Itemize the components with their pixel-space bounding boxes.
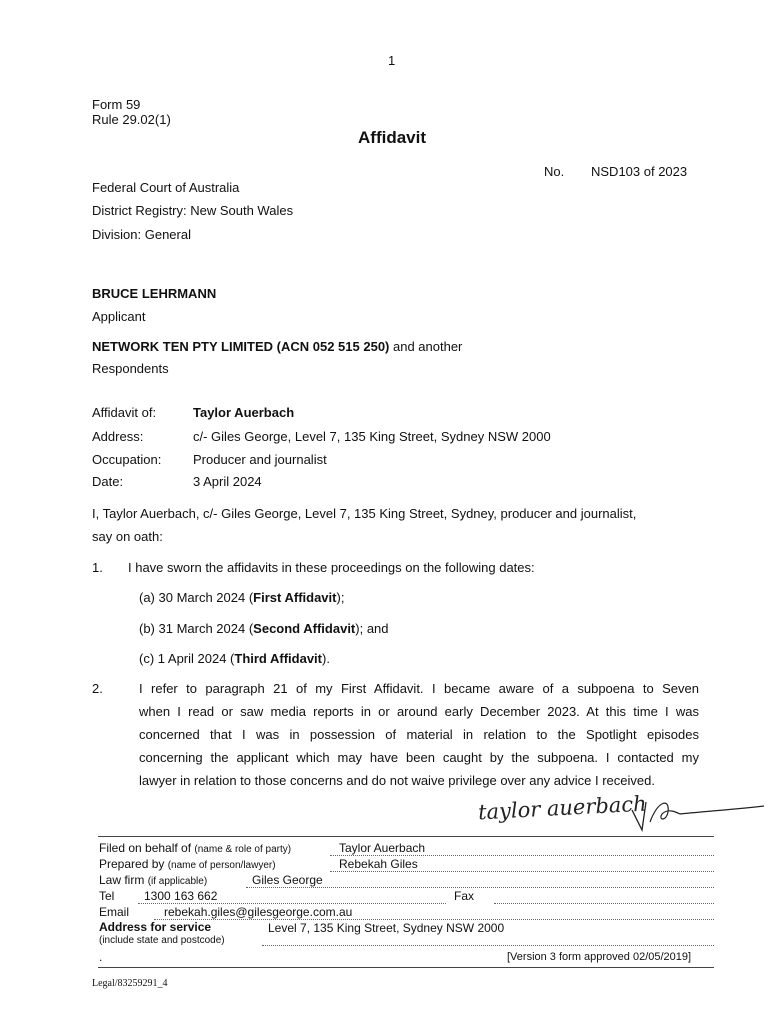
address-for-service-label: Address for service <box>99 920 212 934</box>
oath-line-2: say on oath: <box>92 529 163 544</box>
prepared-hint: (name of person/lawyer) <box>167 860 276 871</box>
filed-on-behalf-value: Taylor Auerbach <box>339 841 426 855</box>
tel-dotted-line <box>138 903 446 904</box>
form-number: Form 59 <box>92 97 141 112</box>
case-number-value: NSD103 of 2023 <box>591 164 688 179</box>
filing-bottom-rule <box>98 967 714 968</box>
address-label: Address: <box>92 429 144 444</box>
para-1-text: I have sworn the affidavits in these proceedings on the following dates: <box>128 560 535 575</box>
item-a-prefix: (a) 30 March 2024 ( <box>139 590 254 605</box>
para-1-item-a <box>139 590 344 606</box>
para-2-line: concerned that I was in possession of material in relation to the Spotlight episodes <box>139 727 699 742</box>
para-2-line: I refer to paragraph 21 of my First Affidavit. I became aware of a subpoena to Seven <box>139 681 699 696</box>
applicant-role: Applicant <box>92 309 146 324</box>
signature: taylor auerbach <box>477 791 648 825</box>
fax-label: Fax <box>454 889 475 903</box>
date-value: 3 April 2024 <box>193 474 262 489</box>
firm-label-text: Law firm <box>99 873 145 887</box>
fax-dotted-line <box>494 903 714 904</box>
rule-number: Rule 29.02(1) <box>92 112 171 127</box>
service-dotted-line <box>262 945 714 946</box>
item-c-suffix: ). <box>322 651 330 666</box>
item-b-bold: Second Affidavit <box>253 621 356 636</box>
address-for-service-value: Level 7, 135 King Street, Sydney NSW 2000 <box>268 921 505 935</box>
legal-reference: Legal/83259291_4 <box>92 978 168 989</box>
respondent-role: Respondents <box>92 361 169 376</box>
signature-mark <box>628 792 768 838</box>
prepared-dotted-line <box>330 871 714 872</box>
form-version: [Version 3 form approved 02/05/2019] <box>507 951 692 963</box>
respondent-suffix: and another <box>389 339 463 354</box>
oath-line-1: I, Taylor Auerbach, c/- Giles George, Level 7, 135 King Street, Sydney, producer and journalist, <box>92 506 637 521</box>
firm-dotted-line <box>246 887 714 888</box>
item-c-bold: Third Affidavit <box>234 651 322 666</box>
filed-hint: (name & role of party) <box>194 844 292 855</box>
respondent-line <box>92 339 462 355</box>
para-1-item-b <box>139 621 389 637</box>
affidavit-of-label: Affidavit of: <box>92 405 157 420</box>
address-value: c/- Giles George, Level 7, 135 King Street, Sydney NSW 2000 <box>193 429 551 444</box>
filing-top-rule <box>98 836 714 837</box>
filed-label-text: Filed on behalf of <box>99 841 192 855</box>
case-number-label: No. <box>544 164 565 179</box>
document-title: Affidavit <box>358 128 426 147</box>
item-a-bold: First Affidavit <box>253 590 337 605</box>
address-for-service-hint: (include state and postcode) <box>99 935 225 946</box>
email-label: Email <box>99 905 130 919</box>
item-a-suffix: ); <box>336 590 345 605</box>
court-registry: District Registry: New South Wales <box>92 203 294 218</box>
para-1-item-c <box>139 651 330 667</box>
applicant-name: BRUCE LEHRMANN <box>92 286 217 301</box>
item-b-suffix: ); and <box>355 621 389 636</box>
filed-dotted-line <box>330 855 714 856</box>
prepared-by-value: Rebekah Giles <box>339 857 418 871</box>
tel-label: Tel <box>99 889 115 903</box>
para-2-body <box>139 677 699 792</box>
para-2-line: lawyer in relation to those concerns and do not waive privilege over any advice I received. <box>139 773 655 788</box>
court-division: Division: General <box>92 227 191 242</box>
prepared-by-label <box>99 857 276 871</box>
filed-on-behalf-label <box>99 841 291 855</box>
para-2-line: concerning the applicant which may have been caught by the subpoena. I contacted my <box>139 750 699 765</box>
para-2-line: when I read or saw media reports in or around early December 2023. At this time I was <box>139 704 699 719</box>
email-dotted-line <box>154 919 714 920</box>
para-1-number: 1. <box>92 560 103 575</box>
law-firm-label <box>99 873 207 887</box>
para-2-number: 2. <box>92 681 103 696</box>
affidavit-of-value: Taylor Auerbach <box>193 405 295 420</box>
tel-value: 1300 163 662 <box>144 889 218 903</box>
email-value: rebekah.giles@gilesgeorge.com.au <box>164 905 353 919</box>
page-number: 1 <box>388 53 396 68</box>
item-c-prefix: (c) 1 April 2024 ( <box>139 651 235 666</box>
dot-mark: . <box>99 950 103 964</box>
occupation-label: Occupation: <box>92 452 162 467</box>
prepared-label-text: Prepared by <box>99 857 165 871</box>
item-b-prefix: (b) 31 March 2024 ( <box>139 621 254 636</box>
respondent-name: NETWORK TEN PTY LIMITED (ACN 052 515 250) <box>92 339 390 354</box>
law-firm-value: Giles George <box>252 873 323 887</box>
date-label: Date: <box>92 474 124 489</box>
firm-hint: (if applicable) <box>147 876 208 887</box>
occupation-value: Producer and journalist <box>193 452 327 467</box>
court-name: Federal Court of Australia <box>92 180 240 195</box>
